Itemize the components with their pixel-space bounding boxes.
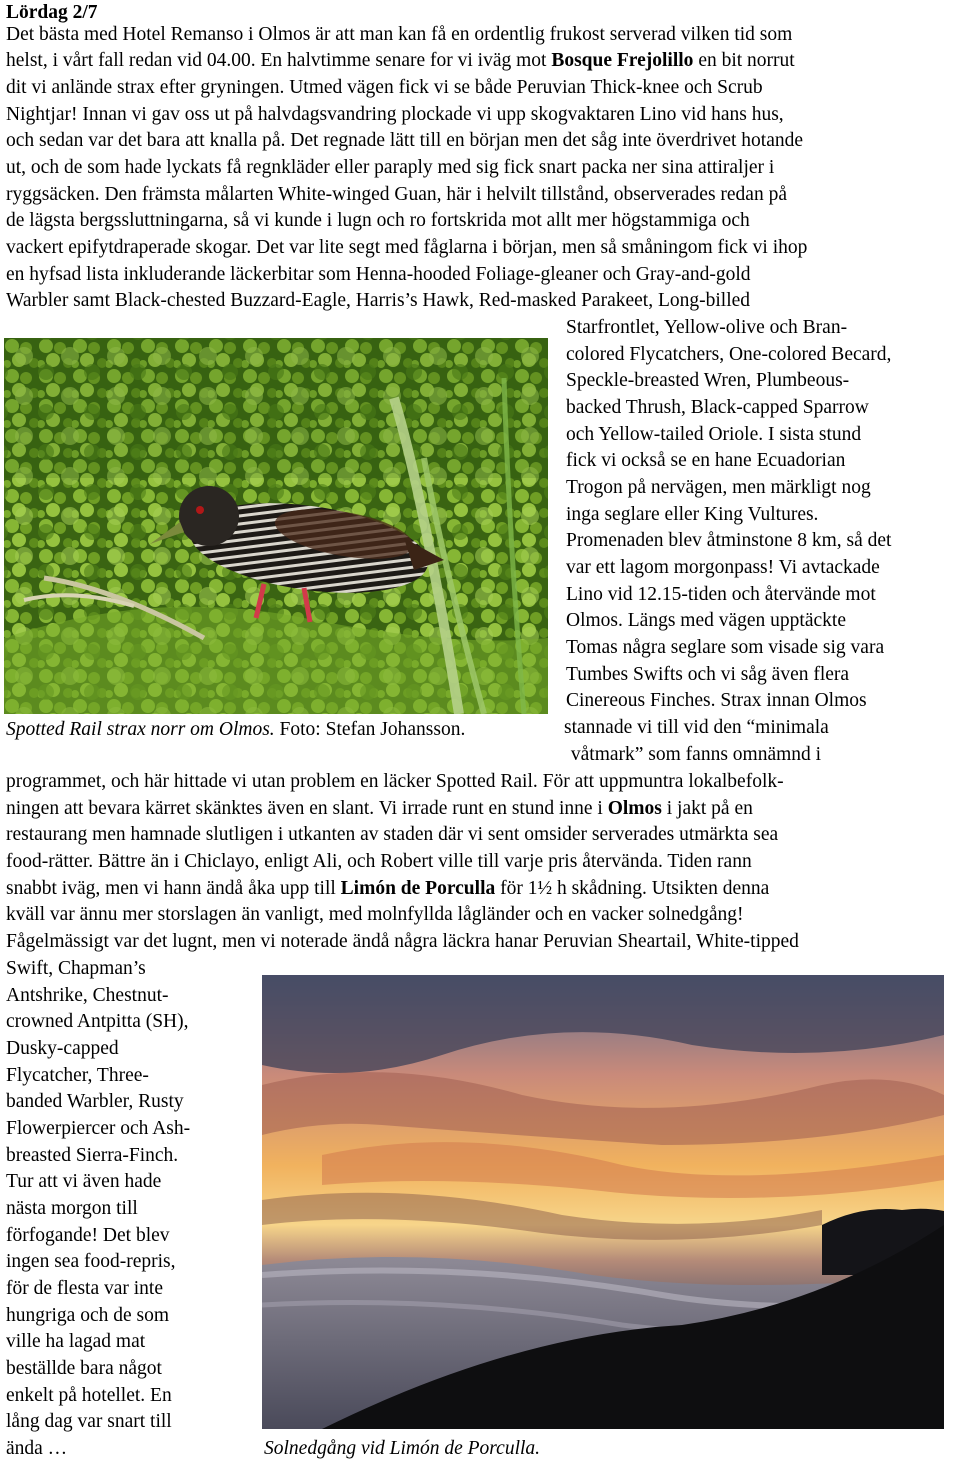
text-line: ut, och de som hade lyckats få regnkläder eller paraply med sig fick snart packa ner sina attiraljer i — [6, 157, 775, 178]
text-line: Cinereous Finches. Strax innan Olmos — [566, 690, 867, 711]
text-line: kväll var ännu mer storslagen än vanligt, med molnfyllda lågländer och en vacker solnedgång! — [6, 904, 744, 925]
text-line: de lägsta bergssluttningarna, så vi kunde i lugn och ro fortskrida mot allt mer högstammiga och — [6, 210, 750, 231]
text-line: ningen att bevara kärret skänktes även en slant. Vi irrade runt en stund inne i Olmos i jakt på en — [6, 798, 753, 819]
text-line: nästa morgon till — [6, 1198, 138, 1219]
text-line: Olmos. Längs med vägen upptäckte — [566, 610, 846, 631]
text-line: Swift, Chapman’s — [6, 958, 146, 979]
text-line: lång dag var snart till — [6, 1411, 172, 1432]
day-heading: Lördag 2/7 — [6, 2, 98, 23]
text-line: snabbt iväg, men vi hann ändå åka upp till Limón de Porculla för 1½ h skådning. Utsikten denna — [6, 878, 770, 899]
text-line: Tur att vi även hade — [6, 1171, 162, 1192]
text-line: våtmark” som fanns omnämnd i — [566, 744, 822, 765]
text-line: Flowerpiercer och Ash- — [6, 1118, 191, 1139]
text-line: Promenaden blev åtminstone 8 km, så det — [566, 530, 892, 551]
text-line: beställde bara något — [6, 1358, 162, 1379]
text-line: ingen sea food-repris, — [6, 1251, 176, 1272]
text-line: backed Thrush, Black-capped Sparrow — [566, 397, 869, 418]
text-line: helst, i vårt fall redan vid 04.00. En halvtimme senare for vi iväg mot Bosque Frejolillo en bit norrut — [6, 50, 795, 71]
text-line: enkelt på hotellet. En — [6, 1385, 172, 1406]
sunset-photo — [262, 975, 944, 1429]
text-line: inga seglare eller King Vultures. — [566, 504, 819, 525]
text-line: Flycatcher, Three- — [6, 1065, 149, 1086]
text-line: Speckle-breasted Wren, Plumbeous- — [566, 370, 850, 391]
text-line: Dusky-capped — [6, 1038, 119, 1059]
text-line: restaurang men hamnade slutligen i utkanten av staden där vi sent omsider serverades utmärkta sea — [6, 824, 779, 845]
text-line: Antshrike, Chestnut- — [6, 985, 169, 1006]
text-line: var ett lagom morgonpass! Vi avtackade — [566, 557, 880, 578]
text-line: colored Flycatchers, One-colored Becard, — [566, 344, 892, 365]
text-line: Fågelmässigt var det lugnt, men vi noterade ändå några läckra hanar Peruvian Sheartail, White-tipped — [6, 931, 799, 952]
text-line: förfogande! Det blev — [6, 1225, 170, 1246]
text-line: Tomas några seglare som visade sig vara — [566, 637, 885, 658]
text-line: programmet, och här hittade vi utan problem en läcker Spotted Rail. För att uppmuntra lokalbefolk- — [6, 771, 784, 792]
photo-caption: Solnedgång vid Limón de Porculla. — [264, 1438, 541, 1459]
text-line: ville ha lagad mat — [6, 1331, 146, 1352]
text-line: vackert epifytdraperade skogar. Det var lite segt med fåglarna i början, men så småningom fick vi ihop — [6, 237, 808, 258]
text-line: ryggsäcken. Den främsta målarten White-winged Guan, här i helvilt tillstånd, observerades redan på — [6, 184, 787, 205]
text-line: för de flesta var inte — [6, 1278, 164, 1299]
text-line: och sedan var det bara att knalla på. Det regnade lätt till en början men det såg inte överdrivet hotande — [6, 130, 804, 151]
text-line: ända … — [6, 1438, 68, 1459]
text-line: Warbler samt Black-chested Buzzard-Eagle, Harris’s Hawk, Red-masked Parakeet, Long-billed — [6, 290, 751, 311]
photo-caption: Spotted Rail strax norr om Olmos. Foto: Stefan Johansson. — [6, 719, 466, 740]
text-line: Nightjar! Innan vi gav oss ut på halvdagsvandring plockade vi upp skogvaktaren Lino vid hans hus, — [6, 104, 784, 125]
text-line: Lino vid 12.15-tiden och återvände mot — [566, 584, 876, 605]
text-line: Det bästa med Hotel Remanso i Olmos är att man kan få en ordentlig frukost serverad vilken tid som — [6, 24, 793, 45]
text-line: hungriga och de som — [6, 1305, 170, 1326]
text-line: breasted Sierra-Finch. — [6, 1145, 179, 1166]
text-line: Trogon på nervägen, men märkligt nog — [566, 477, 871, 498]
spotted-rail-photo — [4, 338, 548, 714]
text-line: Tumbes Swifts och vi såg även flera — [566, 664, 850, 685]
text-line: stannade vi till vid den “minimala — [564, 717, 829, 738]
text-line: banded Warbler, Rusty — [6, 1091, 184, 1112]
text-line: dit vi anlände strax efter gryningen. Utmed vägen fick vi se både Peruvian Thick-knee och Scrub — [6, 77, 763, 98]
text-line: och Yellow-tailed Oriole. I sista stund — [566, 424, 862, 445]
text-line: Starfrontlet, Yellow-olive och Bran- — [566, 317, 848, 338]
text-line: fick vi också se en hane Ecuadorian — [566, 450, 846, 471]
text-line: en hyfsad lista inkluderande läckerbitar som Henna-hooded Foliage-gleaner och Gray-and-gold — [6, 264, 751, 285]
text-line: crowned Antpitta (SH), — [6, 1011, 189, 1032]
text-line: food-rätter. Bättre än i Chiclayo, enligt Ali, och Robert ville till varje pris återvända. Tiden rann — [6, 851, 752, 872]
